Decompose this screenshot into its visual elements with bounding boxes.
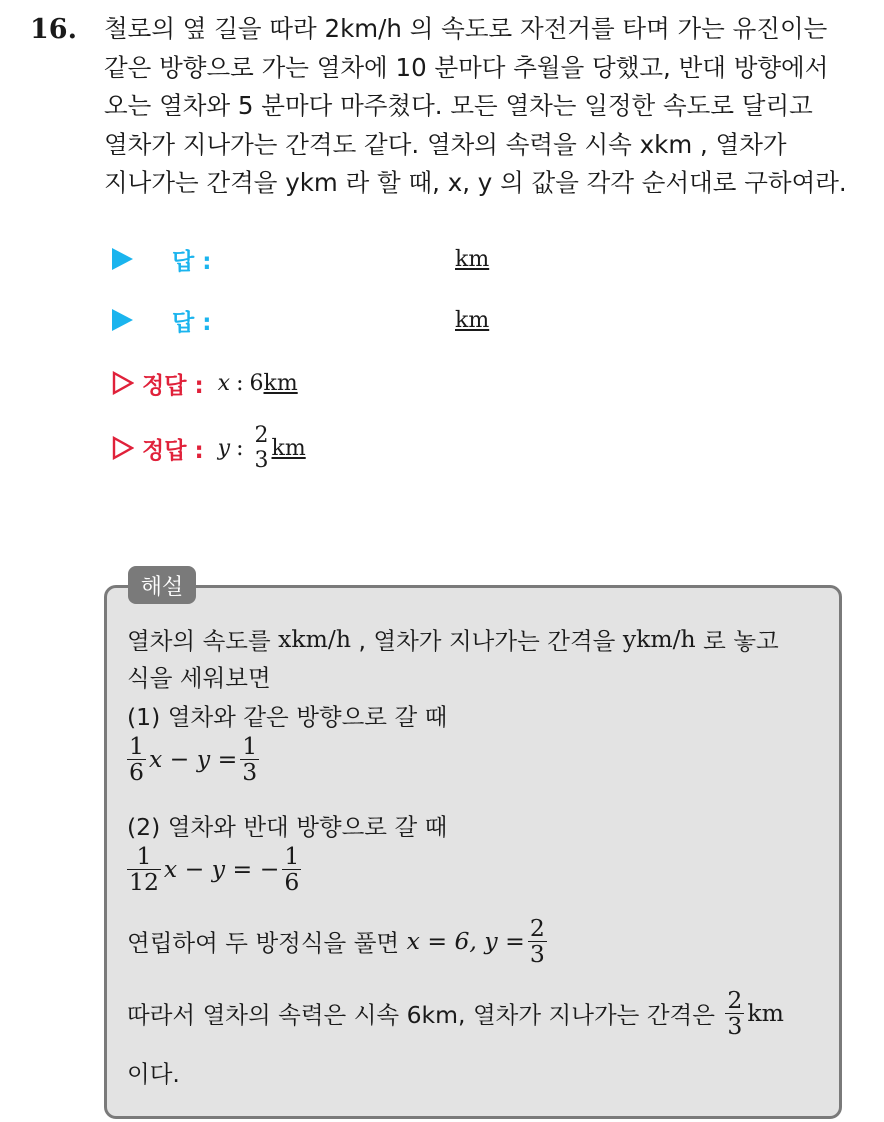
text: , 열차가 지나가는 간격을 [351,627,623,655]
explanation-end: 이다. [127,1060,180,1088]
text: 따라서 열차의 속력은 시속 6km, 열차가 지나가는 간격은 [127,1001,723,1030]
text: 연립하여 두 방정식을 풀면 [127,929,407,958]
outline-triangle-icon [112,436,134,460]
math: xkm/h [278,625,351,653]
fraction [127,734,146,784]
problem-line-4: 열차가 지나가는 간격도 같다. 열차의 속력을 시속 xkm , 열차가 [104,129,787,159]
math: x = 6, y = [406,927,525,956]
explanation-line-1 [127,622,779,656]
fraction [725,988,744,1038]
fraction-denominator: 3 [727,1011,743,1040]
answer-label: 답 : [172,309,212,336]
explanation-case-1: (1) 열차와 같은 방향으로 갈 때 [127,703,448,731]
fraction [240,734,259,784]
play-triangle-icon [112,248,133,270]
answer-row-1[interactable] [112,242,490,276]
problem-line-3: 오는 열차와 5 분마다 마주쳤다. 모든 열차는 일정한 속도로 달리고 [104,91,813,121]
solution-var: y [217,435,231,461]
solution-fraction [253,424,271,471]
equation-middle: x − y = [148,745,238,774]
fraction-numerator: 2 [727,986,743,1014]
equation-1 [127,734,262,784]
solution-value [218,371,298,396]
solution-sep: : [236,370,244,396]
text: 열차의 속도를 [127,627,279,655]
fraction-denominator: 6 [284,867,300,896]
fraction [282,844,301,894]
solution-row-1 [112,366,298,400]
fraction [528,916,547,966]
math: ykm/h [622,625,696,653]
fraction-numerator: 1 [129,732,144,760]
problem-text [104,10,884,203]
problem-number: 16. [30,14,77,45]
equation-middle: x − y = − [163,855,280,884]
fraction-numerator: 2 [529,914,545,942]
fraction [127,844,161,894]
explanation-line-2: 식을 세워보면 [127,664,271,692]
solution-sep: : [236,435,244,461]
math: km [747,999,784,1028]
fraction-denominator: 3 [529,939,545,968]
fraction-denominator: 6 [129,757,144,786]
problem-line-1: 철로의 옆 길을 따라 2km/h 의 속도로 자전거를 타며 가는 유진이는 [104,14,828,43]
explanation-tab: 해설 [128,566,196,604]
solution-number: 6 [249,370,264,396]
solution-unit: km [263,370,298,396]
answer-label: 답 : [172,248,212,275]
solution-row-2 [112,418,306,478]
solution-label: 정답 : [142,437,204,464]
explanation-conclusion [127,988,784,1038]
solution-value [218,424,306,471]
fraction-numerator: 1 [136,842,152,870]
fraction-numerator: 2 [254,423,269,449]
solution-unit: km [271,435,306,461]
fraction-numerator: 1 [242,732,258,760]
problem-line-2: 같은 방향으로 가는 열차에 10 분마다 추월을 당했고, 반대 방향에서 [104,52,829,82]
text: 로 놓고 [695,627,779,655]
explanation-solve [127,916,550,966]
explanation-case-2: (2) 열차와 반대 방향으로 갈 때 [127,813,448,841]
fraction-numerator: 1 [284,842,300,870]
answer-unit: km [455,307,490,333]
fraction-denominator: 3 [254,447,269,473]
solution-var: x [217,370,231,396]
solution-label: 정답 : [142,372,204,399]
problem-line-5: 지나가는 간격을 ykm 라 할 때, x, y 의 값을 각각 순서대로 구하여라. [104,168,847,198]
outline-triangle-icon [112,371,134,395]
answer-row-2[interactable] [112,303,490,337]
equation-2 [127,844,304,894]
fraction-denominator: 3 [242,757,258,786]
fraction-denominator: 12 [129,867,159,896]
play-triangle-icon [112,309,133,331]
answer-unit: km [455,246,490,272]
